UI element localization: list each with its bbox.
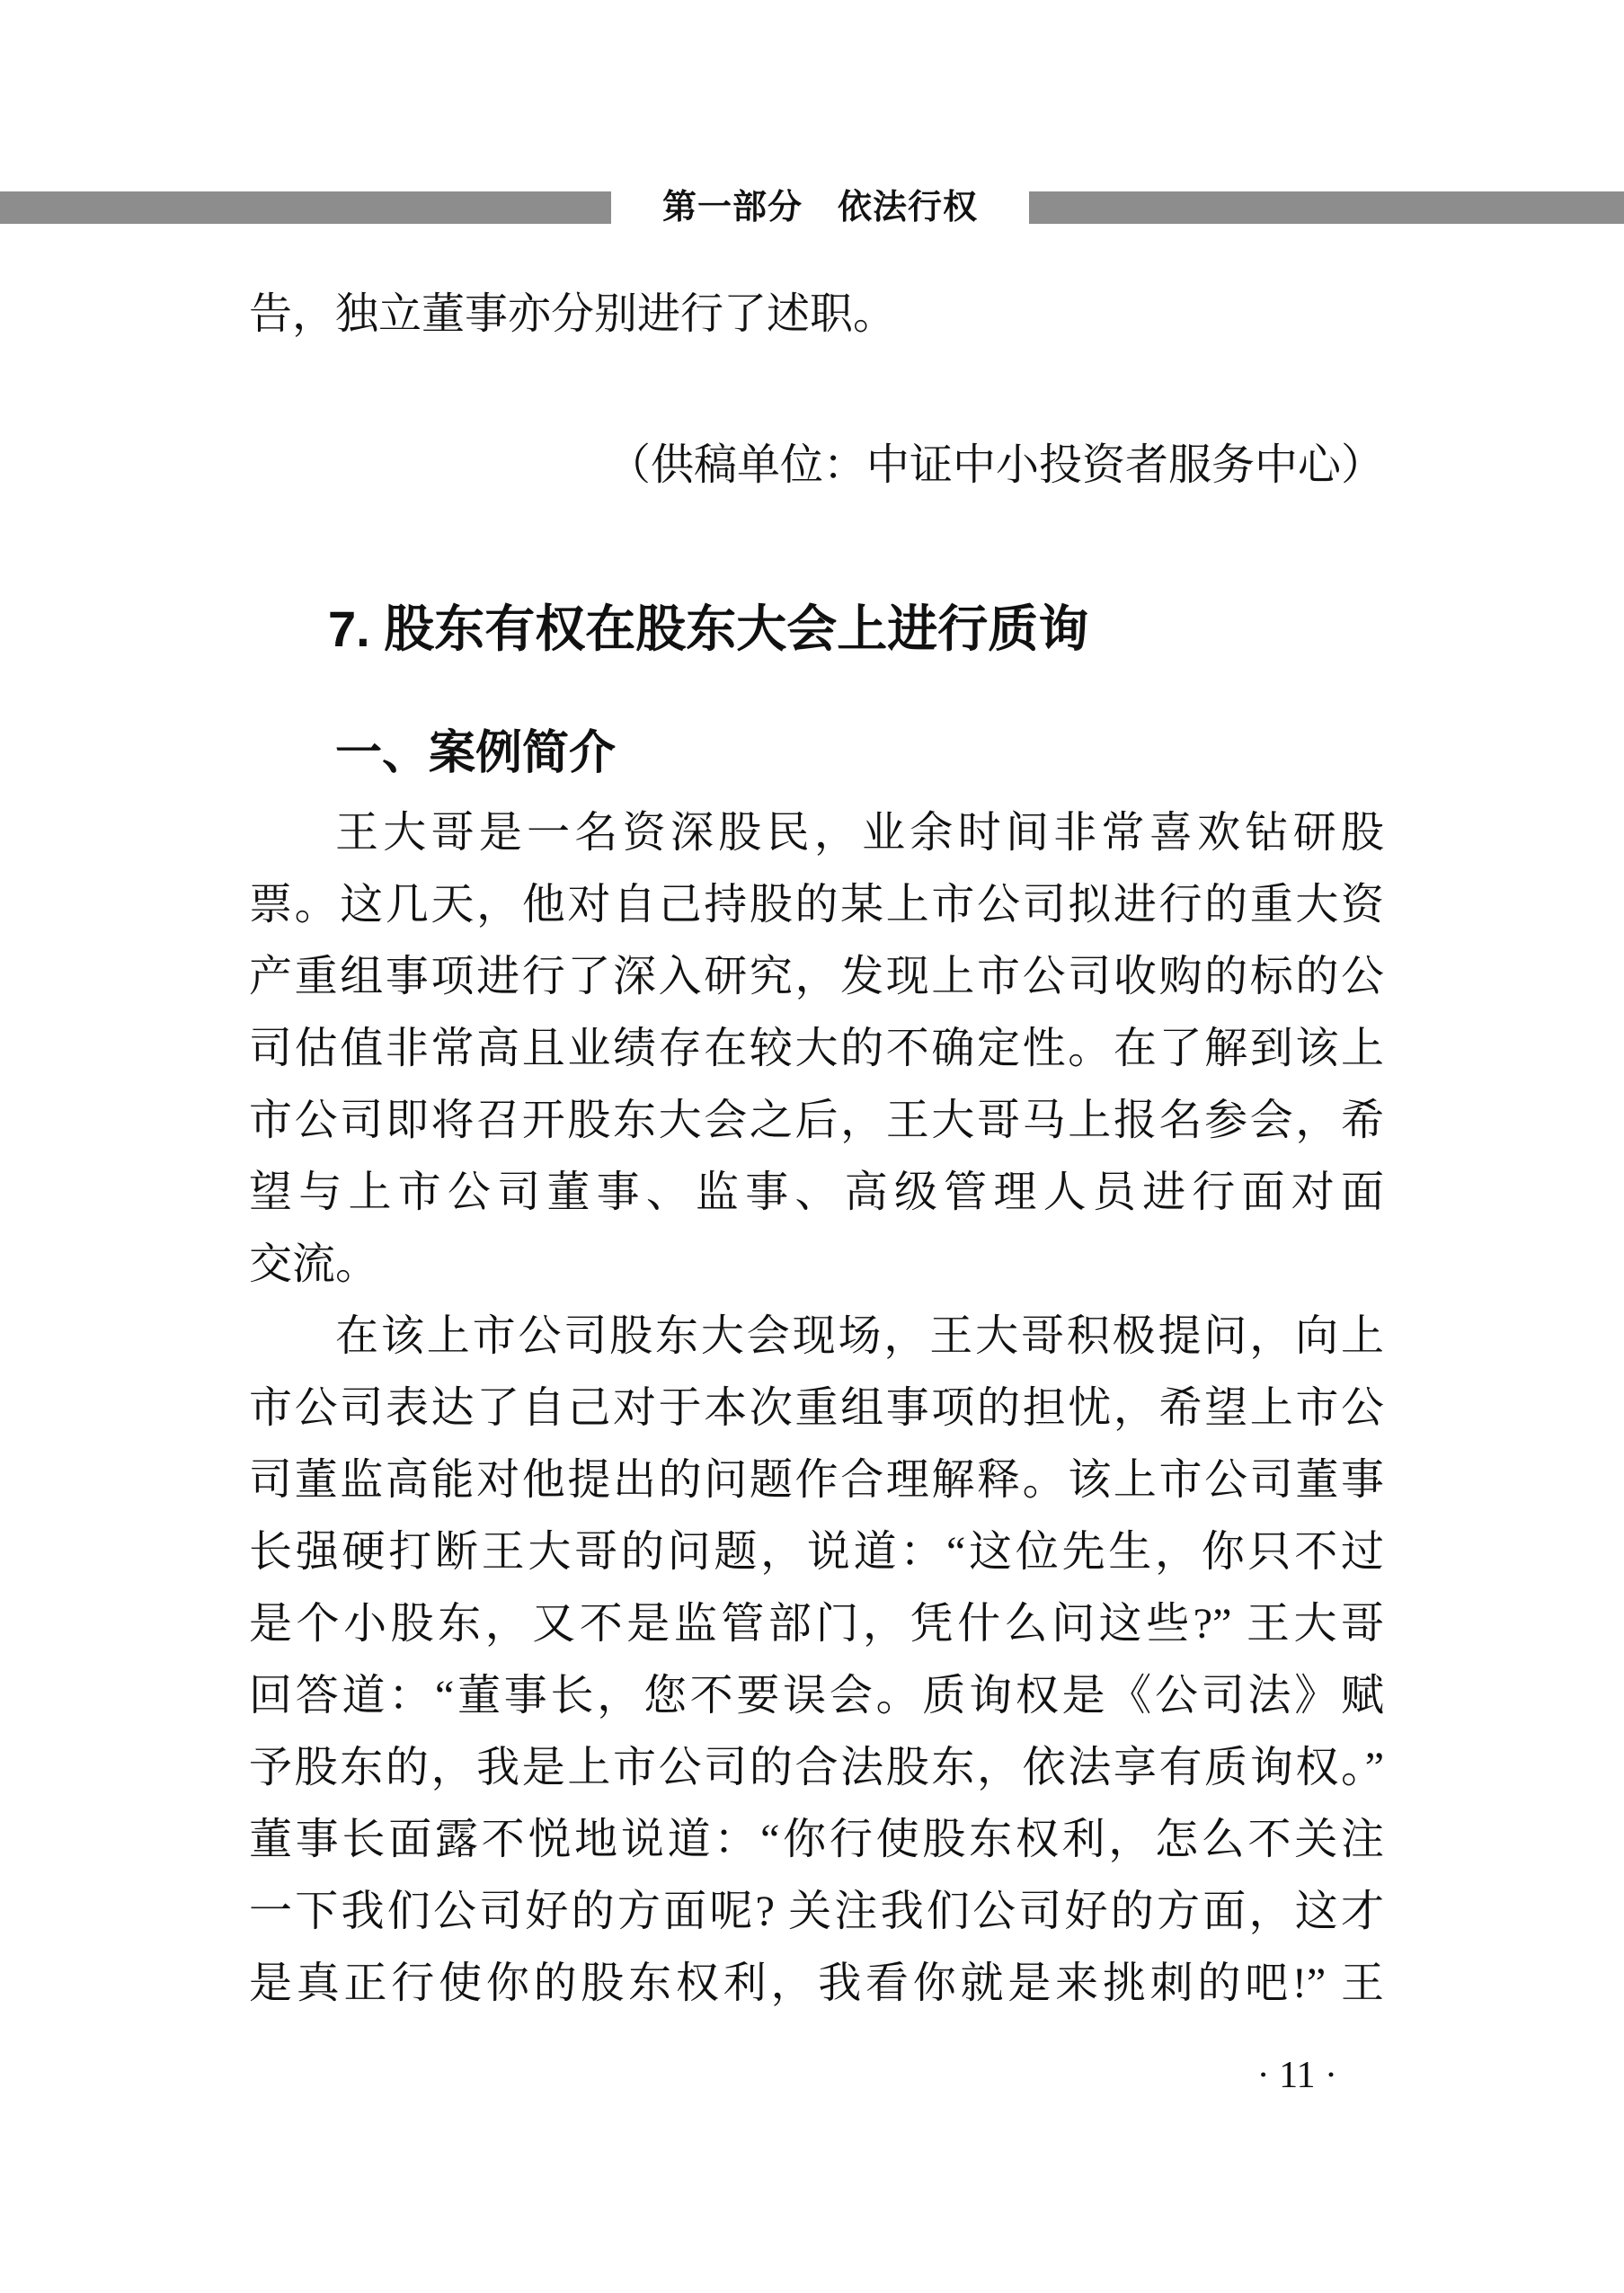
section-heading: 7. 股东有权在股东大会上进行质询 — [328, 600, 1089, 657]
page-number: · 11 · — [1256, 2055, 1337, 2096]
body-line: 交流。 — [249, 1240, 379, 1288]
body-line: 回答道：“董事长，您不要误会。质询权是《公司法》赋 — [249, 1672, 1384, 1720]
attribution-line: （供稿单位：中证中小投资者服务中心） — [607, 441, 1384, 489]
body-line: 长强硬打断王大哥的问题，说道：“这位先生，你只不过 — [249, 1528, 1384, 1576]
header-rule-right — [1029, 191, 1624, 224]
body-line: 望与上市公司董事、监事、高级管理人员进行面对面 — [249, 1169, 1384, 1216]
body-line: 产重组事项进行了深入研究，发现上市公司收购的标的公 — [249, 953, 1384, 1000]
body-line: 一下我们公司好的方面呢? 关注我们公司好的方面，这才 — [249, 1888, 1384, 1935]
body-line: 市公司即将召开股东大会之后，王大哥马上报名参会，希 — [249, 1097, 1384, 1144]
subsection-heading: 一、案例简介 — [335, 728, 617, 779]
body-text — [249, 797, 1384, 2020]
body-line: 司董监高能对他提出的问题作合理解释。该上市公司董事 — [249, 1456, 1384, 1504]
body-line: 是真正行使你的股东权利，我看你就是来挑刺的吧!” 王 — [249, 1960, 1384, 2007]
body-line: 票。这几天，他对自己持股的某上市公司拟进行的重大资 — [249, 881, 1384, 929]
body-line: 在该上市公司股东大会现场，王大哥积极提问，向上 — [335, 1312, 1384, 1360]
body-line: 是个小股东，又不是监管部门，凭什么问这些?” 王大哥 — [249, 1600, 1384, 1648]
header-rule-left — [0, 191, 611, 224]
continuation-line: 告，独立董事亦分别进行了述职。 — [249, 290, 897, 338]
body-line: 市公司表达了自己对于本次重组事项的担忧，希望上市公 — [249, 1384, 1384, 1432]
body-line: 司估值非常高且业绩存在较大的不确定性。在了解到该上 — [249, 1025, 1384, 1072]
body-line: 予股东的，我是上市公司的合法股东，依法享有质询权。” — [249, 1744, 1384, 1791]
body-line: 王大哥是一名资深股民，业余时间非常喜欢钻研股 — [335, 809, 1384, 857]
running-head-title: 第一部分 依法行权 — [661, 189, 978, 227]
body-line: 董事长面露不悦地说道：“你行使股东权利，怎么不关注 — [249, 1816, 1384, 1863]
